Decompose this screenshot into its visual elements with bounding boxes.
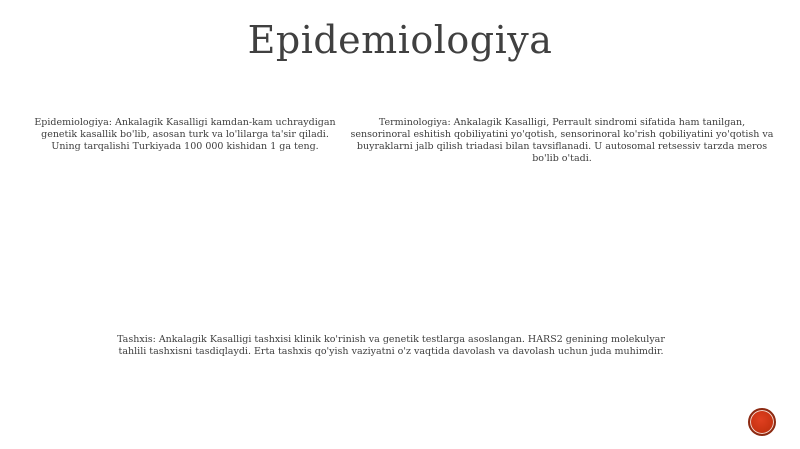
slide-title: Epidemiologiya xyxy=(247,18,553,62)
diagnosis-paragraph: Tashxis: Ankalagik Kasalligi tashxisi klinik ko'rinish va genetik testlarga asoslangan. HARS2 genining molekulyar tahlili tashxisni tasdiqlaydi. Erta tashxis qo'yish vaziyatni o'z vaqtida davolash va davolash uchun juda muhimdir. xyxy=(117,334,665,357)
terminology-paragraph: Terminologiya: Ankalagik Kasalligi, Perrault sindromi sifatida ham tanilgan, sensorinoral eshitish qobiliyatini yo'qotish, sensorinoral ko'rish qobiliyatini yo'qotish va buyraklarni jalb qilish triadasi bilan tavsiflanadi. U autosomal retsessiv tarzda meros bo'lib o'tadi. xyxy=(350,117,774,164)
next-slide-button[interactable] xyxy=(748,408,776,436)
epidemiology-paragraph: Epidemiologiya: Ankalagik Kasalligi kamdan-kam uchraydigan genetik kasallik bo'lib, asosan turk va lo'lilarga ta'sir qiladi. Uning tarqalishi Turkiyada 100 000 kishidan 1 ga teng. xyxy=(34,117,336,152)
